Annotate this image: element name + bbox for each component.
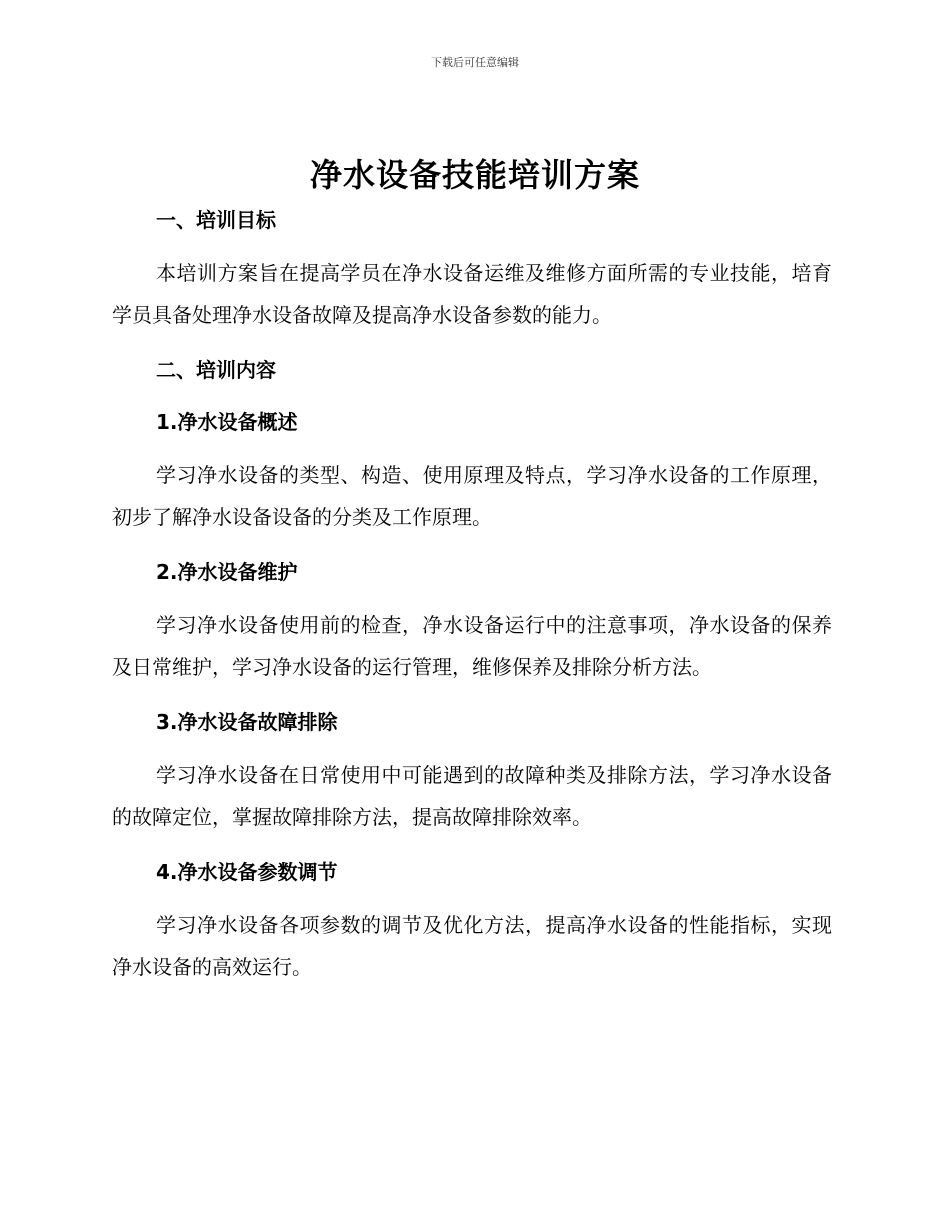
section-heading-objectives: 一、培训目标 [156, 208, 276, 232]
paragraph-troubleshooting: 学习净水设备在日常使用中可能遇到的故障种类及排除方法，学习净水设备的故障定位，掌握故障排除方法，提高故障排除效率。 [112, 763, 832, 829]
paragraph-maintenance: 学习净水设备使用前的检查，净水设备运行中的注意事项，净水设备的保养及日常维护，学习净水设备的运行管理，维修保养及排除分析方法。 [112, 613, 832, 679]
document-title: 净水设备技能培训方案 [309, 156, 640, 194]
sub-heading-troubleshooting: 3.净水设备故障排除 [156, 710, 338, 734]
sub-heading-maintenance: 2.净水设备维护 [156, 560, 298, 584]
paragraph-overview: 学习净水设备的类型、构造、使用原理及特点，学习净水设备的工作原理，初步了解净水设备设备的分类及工作原理。 [112, 463, 832, 529]
section-heading-content: 二、培训内容 [156, 358, 276, 382]
document-body [112, 200, 832, 1002]
sub-heading-overview: 1.净水设备概述 [156, 410, 298, 434]
sub-heading-parameters: 4.净水设备参数调节 [156, 860, 338, 884]
paragraph-parameters: 学习净水设备各项参数的调节及优化方法，提高净水设备的性能指标，实现净水设备的高效运行。 [112, 913, 832, 979]
paragraph-objectives: 本培训方案旨在提高学员在净水设备运维及维修方面所需的专业技能，培育学员具备处理净水设备故障及提高净水设备参数的能力。 [112, 261, 832, 327]
header-note: 下载后可任意编辑 [431, 56, 519, 69]
